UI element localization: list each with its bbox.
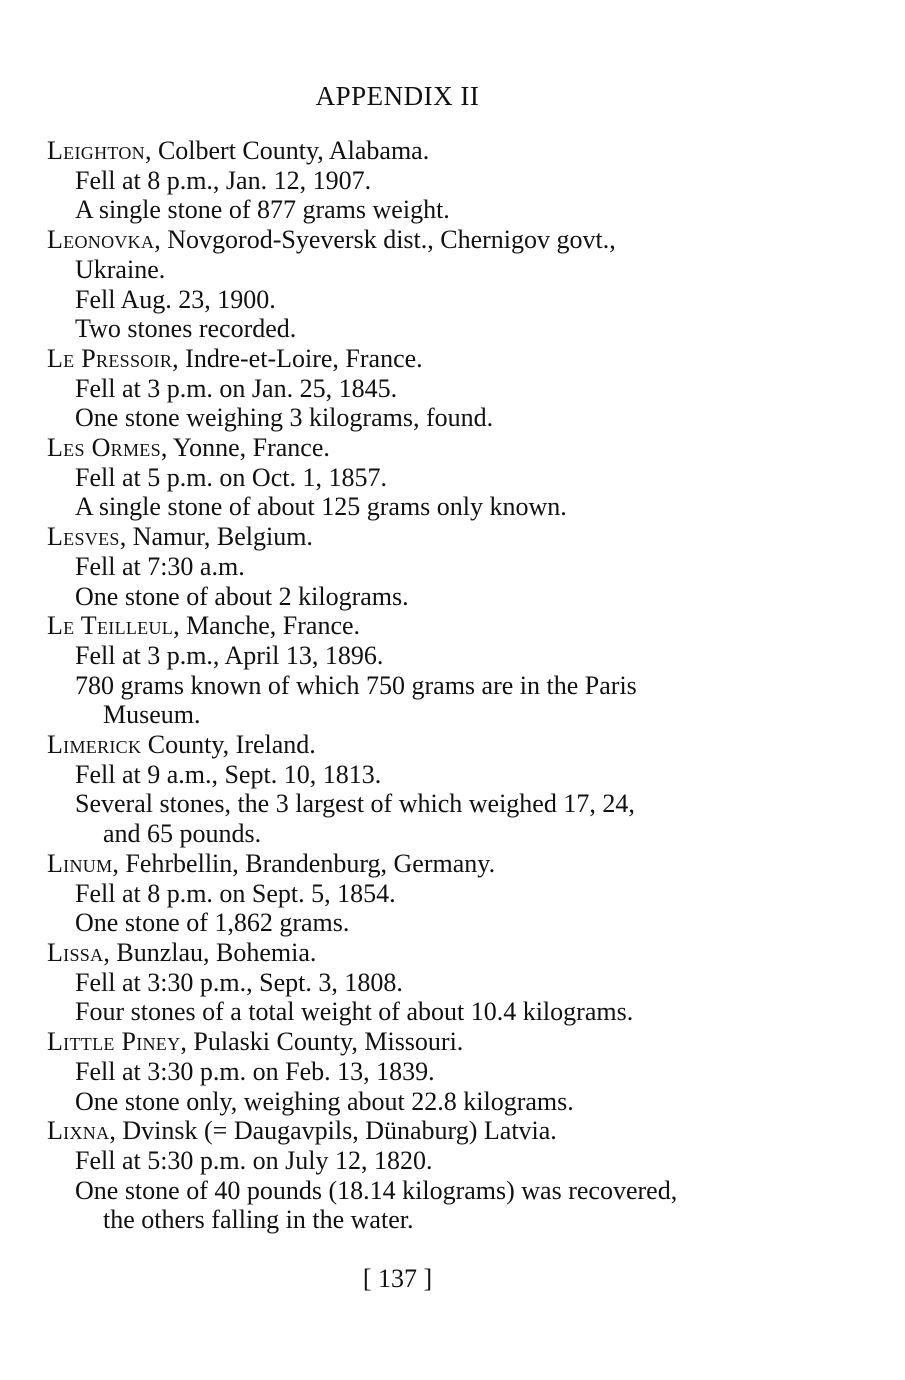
- entry-heading: [47, 611, 747, 641]
- locality-details: , Namur, Belgium.: [119, 522, 313, 552]
- fall-date: Fell at 7:30 a.m.: [75, 551, 245, 581]
- specimen-note: One stone of about 2 kilograms.: [75, 581, 409, 611]
- entry-heading: [47, 344, 747, 374]
- specimen-note: One stone weighing 3 kilograms, found.: [75, 403, 494, 433]
- locality-details: , Dvinsk (= Daugavpils, Dünaburg) Latvia.: [109, 1116, 557, 1146]
- locality-name: Leonovka: [47, 225, 155, 255]
- entry-heading: [47, 730, 747, 760]
- entry-le-pressoir: [47, 344, 747, 433]
- locality-name: Leighton: [47, 136, 145, 165]
- fall-date: Fell Aug. 23, 1900.: [75, 284, 276, 314]
- locality-details-continued: Ukraine.: [75, 254, 166, 284]
- entry-limerick: [47, 730, 747, 849]
- fall-date: Fell at 9 a.m., Sept. 10, 1813.: [75, 759, 382, 789]
- entry-leighton: [47, 136, 747, 225]
- meteorite-entry-list: [47, 136, 747, 1235]
- locality-details: , Fehrbellin, Brandenburg, Germany.: [112, 848, 496, 878]
- specimen-note: Several stones, the 3 largest of which weighed 17, 24,: [75, 789, 635, 819]
- locality-details: County, Ireland.: [141, 730, 316, 760]
- locality-name: Le Pressoir: [47, 343, 173, 373]
- fall-date: Fell at 5:30 p.m. on July 12, 1820.: [75, 1145, 433, 1175]
- locality-name: Les Ormes: [47, 433, 161, 463]
- entry-heading: [47, 522, 747, 552]
- fall-date: Fell at 8 p.m. on Sept. 5, 1854.: [75, 878, 396, 908]
- locality-details: , Pulaski County, Missouri.: [180, 1027, 464, 1057]
- specimen-note: A single stone of about 125 grams only known.: [75, 492, 567, 522]
- specimen-note: Two stones recorded.: [75, 314, 297, 344]
- entry-lixna: [47, 1116, 747, 1235]
- fall-date: Fell at 3:30 p.m., Sept. 3, 1808.: [75, 967, 403, 997]
- locality-name: Linum: [47, 848, 113, 878]
- entry-heading: [47, 849, 747, 879]
- specimen-note: A single stone of 877 grams weight.: [75, 195, 450, 225]
- fall-date: Fell at 3 p.m. on Jan. 25, 1845.: [75, 373, 398, 403]
- entry-heading: [47, 1116, 747, 1146]
- entry-les-ormes: [47, 433, 747, 522]
- fall-date: Fell at 8 p.m., Jan. 12, 1907.: [75, 165, 372, 195]
- entry-lissa: [47, 938, 747, 1027]
- fall-date: Fell at 3 p.m., April 13, 1896.: [75, 640, 384, 670]
- locality-details: , Bunzlau, Bohemia.: [103, 937, 317, 967]
- locality-details: , Manche, France.: [173, 611, 361, 641]
- locality-details: , Colbert County, Alabama.: [144, 136, 430, 165]
- specimen-note: One stone of 40 pounds (18.14 kilograms) was recovered,: [75, 1175, 678, 1205]
- entry-heading: [47, 433, 747, 463]
- specimen-note: 780 grams known of which 750 grams are in the Paris: [75, 670, 637, 700]
- specimen-note: Four stones of a total weight of about 10.4 kilograms.: [75, 997, 634, 1027]
- entry-heading: [47, 1027, 747, 1057]
- fall-date: Fell at 3:30 p.m. on Feb. 13, 1839.: [75, 1056, 435, 1086]
- page-title: APPENDIX II: [315, 81, 480, 111]
- entry-leonovka: [47, 225, 747, 344]
- locality-name: Limerick: [47, 730, 142, 760]
- locality-details: , Yonne, France.: [160, 433, 330, 463]
- specimen-note: One stone of 1,862 grams.: [75, 908, 350, 938]
- specimen-note-continued: Museum.: [103, 700, 201, 730]
- locality-name: Little Piney: [47, 1027, 181, 1057]
- locality-details: , Novgorod-Syeversk dist., Chernigov govt.,: [154, 225, 616, 255]
- entry-le-teilleul: [47, 611, 747, 730]
- entry-little-piney: [47, 1027, 747, 1116]
- entry-lesves: [47, 522, 747, 611]
- fall-date: Fell at 5 p.m. on Oct. 1, 1857.: [75, 462, 387, 492]
- entry-heading: [47, 225, 747, 255]
- locality-name: Lesves: [47, 522, 120, 552]
- specimen-note: One stone only, weighing about 22.8 kilograms.: [75, 1086, 574, 1116]
- locality-name: Le Teilleul: [47, 611, 174, 641]
- specimen-note-continued: and 65 pounds.: [103, 819, 262, 849]
- locality-details: , Indre-et-Loire, France.: [172, 343, 423, 373]
- page-number: [ 137 ]: [362, 1264, 433, 1293]
- locality-name: Lissa: [47, 937, 104, 967]
- locality-name: Lixna: [47, 1116, 110, 1146]
- entry-heading: [47, 136, 747, 166]
- specimen-note-continued: the others falling in the water.: [103, 1205, 414, 1235]
- entry-linum: [47, 849, 747, 938]
- entry-heading: [47, 938, 747, 968]
